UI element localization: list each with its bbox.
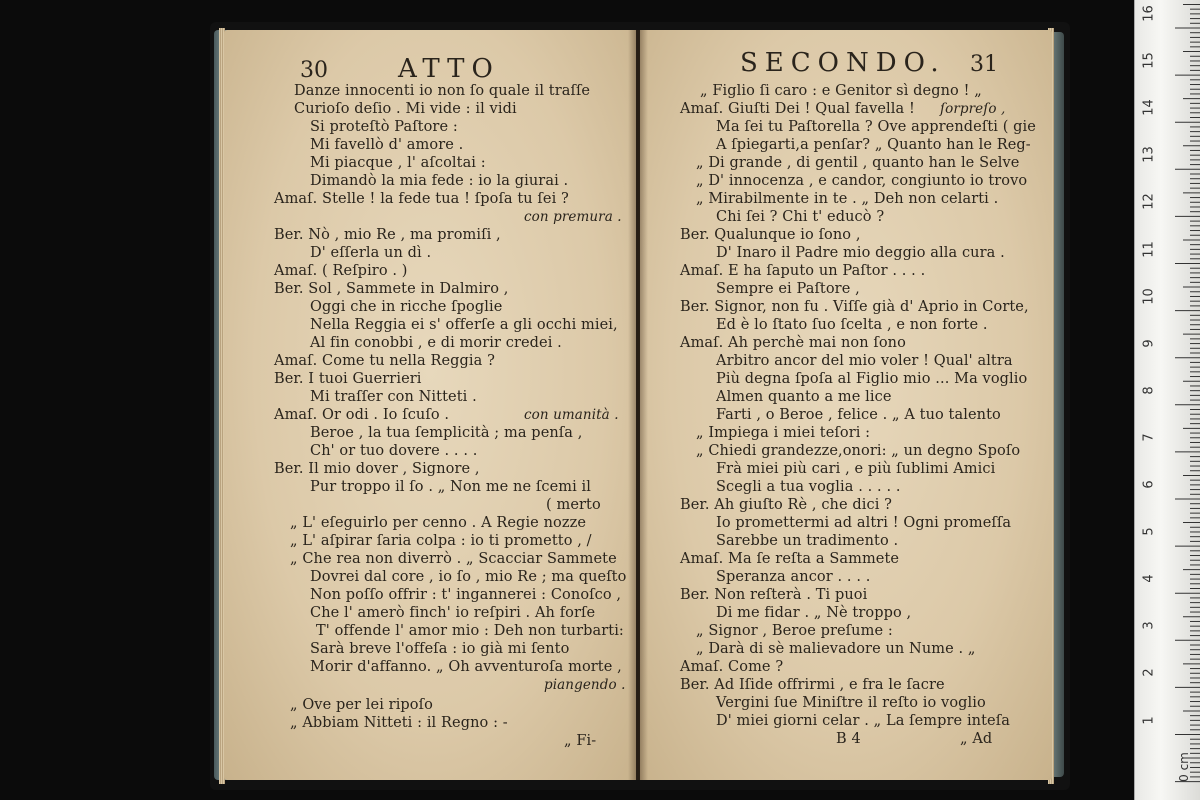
right-page-text-line: „ Figlio ſi caro : e Genitor sì degno ! „ — [700, 83, 982, 99]
left-page-text-line: Pur troppo il ſo . „ Non me ne ſcemi il — [310, 479, 592, 495]
right-page-text-line: D' Inaro il Padre mio deggio alla cura . — [716, 245, 1005, 261]
ruler-number: 15 — [1141, 52, 1157, 69]
left-page-text-line: Nella Reggia ei s' offerſe a gli occhi miei, — [310, 317, 618, 333]
left-page-text-line: Oggi che in ricche ſpoglie — [310, 299, 503, 315]
ruler-number: 3 — [1141, 621, 1157, 630]
right-page-text-line: B 4 — [836, 731, 861, 747]
right-page-text-line: Amaſ. Ah perchè mai non ſono — [680, 335, 906, 351]
left-page-text-line: Si proteſtò Paſtore : — [310, 119, 458, 135]
ruler-number: 11 — [1141, 240, 1157, 258]
ruler-number: 13 — [1141, 146, 1157, 164]
right-page-text-line: Ber. Qualunque io ſono , — [680, 227, 861, 243]
left-page-text-line: Amaſ. Or odi . Io ſcuſo . — [274, 407, 450, 423]
left-page-text-line: Danze innocenti io non ſo quale il traſſe — [294, 83, 591, 99]
right-page-text-line: Ber. Signor, non fu . Viſſe già d' Aprio in Corte, — [680, 299, 1029, 315]
right-page-text-line: „ D' innocenza , e candor, congiunto io trovo — [696, 173, 1028, 189]
right-page-number: 31 — [970, 52, 998, 77]
left-page-text-line: Mi favellò d' amore . — [310, 137, 464, 153]
left-page-text-line: „ Ove per lei ripoſo — [290, 697, 433, 713]
left-page-text-line: Mi piacque , l' aſcoltai : — [310, 155, 486, 171]
left-page-text-line: Dovrei dal core , io ſo , mio Re ; ma queſto — [310, 569, 627, 585]
right-page-text-line: Io promettermi ad altri ! Ogni promeſſa — [716, 515, 1012, 531]
left-page-text-line: Che l' amerò finch' io reſpiri . Ah forſe — [310, 605, 596, 621]
book-gutter — [628, 30, 648, 780]
ruler-unit-label: 0 cm — [1176, 752, 1191, 782]
ruler-number: 10 — [1141, 287, 1157, 305]
ruler-number: 4 — [1141, 574, 1157, 583]
left-page-text-line: con premura . — [524, 209, 622, 225]
right-page-text-line: Ber. Ah giuſto Rè , che dici ? — [680, 497, 893, 513]
right-page-text-line: Ber. Ad Iſide offrirmi , e fra le ſacre — [680, 677, 945, 693]
left-page-text-line: Non poſſo offrir : t' ingannerei : Conoſco , — [310, 587, 622, 603]
right-page-text-line: „ Darà di sè malievadore un Nume . „ — [696, 641, 976, 657]
right-page — [640, 30, 1052, 780]
ruler-number: 6 — [1141, 480, 1157, 489]
right-page-text-line: Scegli a tua voglia . . . . . — [716, 479, 901, 495]
left-running-head: ATTO — [398, 54, 500, 84]
right-page-text-line: Più degna ſpoſa al Figlio mio ... Ma voglio — [716, 371, 1028, 387]
right-page-text-line: Speranza ancor . . . . — [716, 569, 871, 585]
right-page-text-line: Arbitro ancor del mio voler ! Qual' altra — [716, 353, 1013, 369]
right-page-text-line: Ed è lo ſtato ſuo ſcelta , e non forte . — [716, 317, 988, 333]
left-page-text-line: Ber. Il mio dover , Signore , — [274, 461, 480, 477]
left-page-text-line: „ Fi- — [564, 733, 597, 749]
left-page-text-line: Sarà breve l'offeſa : io già mi ſento — [310, 641, 570, 657]
left-page-text-line: Curioſo deſio . Mi vide : il vidi — [294, 101, 517, 117]
left-page-text-line: „ L' aſpirar ſaria colpa : io ti prometto , / — [290, 533, 592, 549]
left-page-text-line: Dimandò la mia fede : io la giurai . — [310, 173, 569, 189]
left-page-text-line: ( merto — [546, 497, 601, 513]
left-page-text-line: „ Che rea non diverrò . „ Scacciar Sammete — [290, 551, 617, 567]
right-page-text-line: Amaſ. Giuſti Dei ! Qual favella ! — [680, 101, 915, 117]
left-page-text-line: Ber. I tuoi Guerrieri — [274, 371, 422, 387]
right-page-text-line: Farti , o Beroe , felice . „ A tuo talento — [716, 407, 1001, 423]
right-page-text-line: „ Impiega i miei teſori : — [696, 425, 871, 441]
ruler-number: 8 — [1141, 386, 1157, 395]
right-page-text-line: „ Mirabilmente in te . „ Deh non celarti . — [696, 191, 999, 207]
left-page-text-line: Ber. Nò , mio Re , ma promiſi , — [274, 227, 501, 243]
right-page-text-line: „ Signor , Beroe preſume : — [696, 623, 893, 639]
right-page-text-line: Vergini ſue Miniſtre il reſto io voglio — [716, 695, 986, 711]
left-page-text-line: Morir d'affanno. „ Oh avventuroſa morte , — [310, 659, 622, 675]
left-page-text-line: Al fin conobbi , e di morir credei . — [310, 335, 562, 351]
left-page-number: 30 — [300, 58, 328, 83]
right-page-text-line: Ber. Non reſterà . Ti puoi — [680, 587, 868, 603]
left-page-text-line: Amaſ. ( Reſpiro . ) — [274, 263, 408, 279]
left-page-text-line: Mi traſſer con Nitteti . — [310, 389, 477, 405]
right-page-text-line: ſorpreſo , — [940, 101, 1006, 117]
right-page-text-line: Amaſ. Ma ſe reſta a Sammete — [680, 551, 900, 567]
ruler-number: 2 — [1141, 668, 1157, 678]
right-page-text-line: Amaſ. E ha ſaputo un Paſtor . . . . — [680, 263, 926, 279]
ruler-number: 9 — [1141, 339, 1157, 348]
ruler-number: 12 — [1141, 193, 1157, 211]
left-page-text-line: „ Abbiam Nitteti : il Regno : - — [290, 715, 508, 731]
right-page-text-line: „ Chiedi grandezze,onori: „ un degno Spoſo — [696, 443, 1021, 459]
left-page-text-line: Amaſ. Stelle ! la fede tua ! ſpoſa tu ſei ? — [274, 191, 569, 207]
measurement-ruler — [1134, 0, 1200, 800]
right-page-text-line: Almen quanto a me lice — [716, 389, 892, 405]
left-page-text-line: Ch' or tuo dovere . . . . — [310, 443, 478, 459]
left-page-text-line: D' eſſerla un dì . — [310, 245, 432, 261]
right-page-text-line: „ Di grande , di gentil , quanto han le Selve — [696, 155, 1020, 171]
left-page-text-line: piangendo . — [544, 677, 626, 693]
left-page — [224, 30, 636, 780]
right-page-text-line: Ma ſei tu Paſtorella ? Ove apprendeſti ( gie — [716, 119, 1036, 135]
right-page-text-line: Amaſ. Come ? — [680, 659, 784, 675]
ruler-number: 16 — [1141, 5, 1157, 22]
right-page-text-line: „ Ad — [960, 731, 993, 747]
right-page-text-line: Sempre ei Paſtore , — [716, 281, 860, 297]
right-page-text-line: A ſpiegarti,a penſar? „ Quanto han le Reg- — [716, 137, 1031, 153]
ruler-number: 14 — [1141, 99, 1157, 116]
ruler-number: 5 — [1141, 527, 1157, 536]
right-page-text-line: Frà miei più cari , e più ſublimi Amici — [716, 461, 996, 477]
left-page-text-line: con umanità . — [524, 407, 619, 423]
right-running-head: SECONDO. — [740, 48, 946, 78]
ruler-number: 1 — [1141, 715, 1157, 725]
left-page-text-line: T' offende l' amor mio : Deh non turbarti: — [316, 623, 624, 639]
right-page-text-line: Chi ſei ? Chi t' educò ? — [716, 209, 885, 225]
right-page-text-line: Di me fidar . „ Nè troppo , — [716, 605, 912, 621]
right-page-text-line: D' miei giorni celar . „ La ſempre inteſa — [716, 713, 1010, 729]
left-page-text-line: Amaſ. Come tu nella Reggia ? — [274, 353, 495, 369]
right-page-text-line: Sarebbe un tradimento . — [716, 533, 899, 549]
left-page-text-line: Ber. Sol , Sammete in Dalmiro , — [274, 281, 509, 297]
left-page-text-line: „ L' eſeguirlo per cenno . A Regie nozze — [290, 515, 586, 531]
left-page-text-line: Beroe , la tua ſemplicità ; ma penſa , — [310, 425, 583, 441]
ruler-number: 7 — [1141, 433, 1157, 442]
